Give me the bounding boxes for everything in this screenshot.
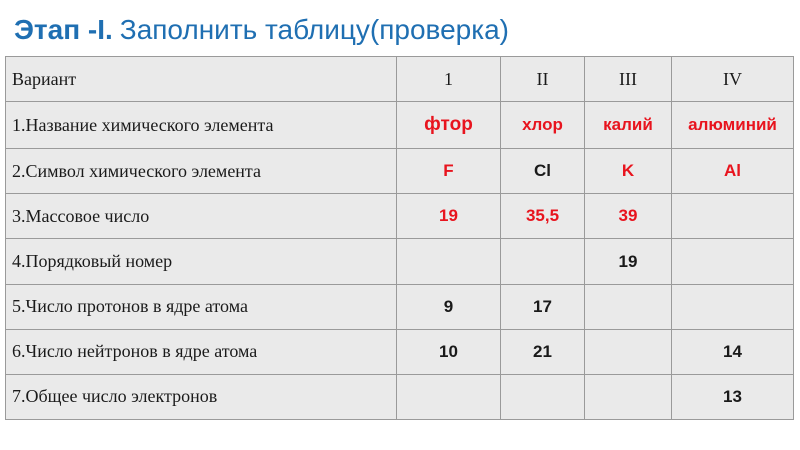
cell-value: фтор bbox=[397, 102, 501, 149]
cell-value bbox=[672, 284, 794, 329]
table-row-neutrons bbox=[6, 329, 794, 374]
cell-value: F bbox=[397, 149, 501, 194]
cell-value: алюминий bbox=[672, 102, 794, 149]
row-label: 3.Массовое число bbox=[6, 194, 397, 239]
row-label: 6.Число нейтронов в ядре атома bbox=[6, 329, 397, 374]
cell-value: 19 bbox=[397, 194, 501, 239]
cell-value: 21 bbox=[501, 329, 585, 374]
table-row-protons bbox=[6, 284, 794, 329]
cell-value: 13 bbox=[672, 374, 794, 419]
header-col-4: IV bbox=[672, 57, 794, 102]
header-col-3: III bbox=[585, 57, 672, 102]
cell-value: 14 bbox=[672, 329, 794, 374]
title-stage: Этап -I. bbox=[14, 14, 113, 45]
title-text: Заполнить таблицу(проверка) bbox=[119, 14, 509, 45]
cell-value bbox=[397, 239, 501, 284]
cell-value: 10 bbox=[397, 329, 501, 374]
header-col-2: II bbox=[501, 57, 585, 102]
cell-value: 9 bbox=[397, 284, 501, 329]
header-variant: Вариант bbox=[6, 57, 397, 102]
cell-value bbox=[585, 374, 672, 419]
cell-value: хлор bbox=[501, 102, 585, 149]
table-row-element-symbol bbox=[6, 149, 794, 194]
cell-value: Cl bbox=[501, 149, 585, 194]
cell-value: 19 bbox=[585, 239, 672, 284]
cell-value bbox=[585, 284, 672, 329]
row-label: 1.Название химического элемента bbox=[6, 102, 397, 149]
row-label: 7.Общее число электронов bbox=[6, 374, 397, 419]
table-row-atomic-number bbox=[6, 239, 794, 284]
table-row-mass-number bbox=[6, 194, 794, 239]
cell-value bbox=[501, 374, 585, 419]
row-label: 4.Порядковый номер bbox=[6, 239, 397, 284]
table-row-electrons bbox=[6, 374, 794, 419]
row-label: 5.Число протонов в ядре атома bbox=[6, 284, 397, 329]
table-row-element-name bbox=[6, 102, 794, 149]
cell-value bbox=[672, 194, 794, 239]
cell-value: 35,5 bbox=[501, 194, 585, 239]
cell-value: Al bbox=[672, 149, 794, 194]
cell-value: 39 bbox=[585, 194, 672, 239]
header-col-1: 1 bbox=[397, 57, 501, 102]
page-title bbox=[14, 14, 509, 47]
cell-value: 17 bbox=[501, 284, 585, 329]
cell-value bbox=[585, 329, 672, 374]
answer-table bbox=[5, 56, 794, 420]
cell-value: K bbox=[585, 149, 672, 194]
row-label: 2.Символ химического элемента bbox=[6, 149, 397, 194]
cell-value bbox=[672, 239, 794, 284]
cell-value: калий bbox=[585, 102, 672, 149]
cell-value bbox=[397, 374, 501, 419]
cell-value bbox=[501, 239, 585, 284]
table-header-row bbox=[6, 57, 794, 102]
